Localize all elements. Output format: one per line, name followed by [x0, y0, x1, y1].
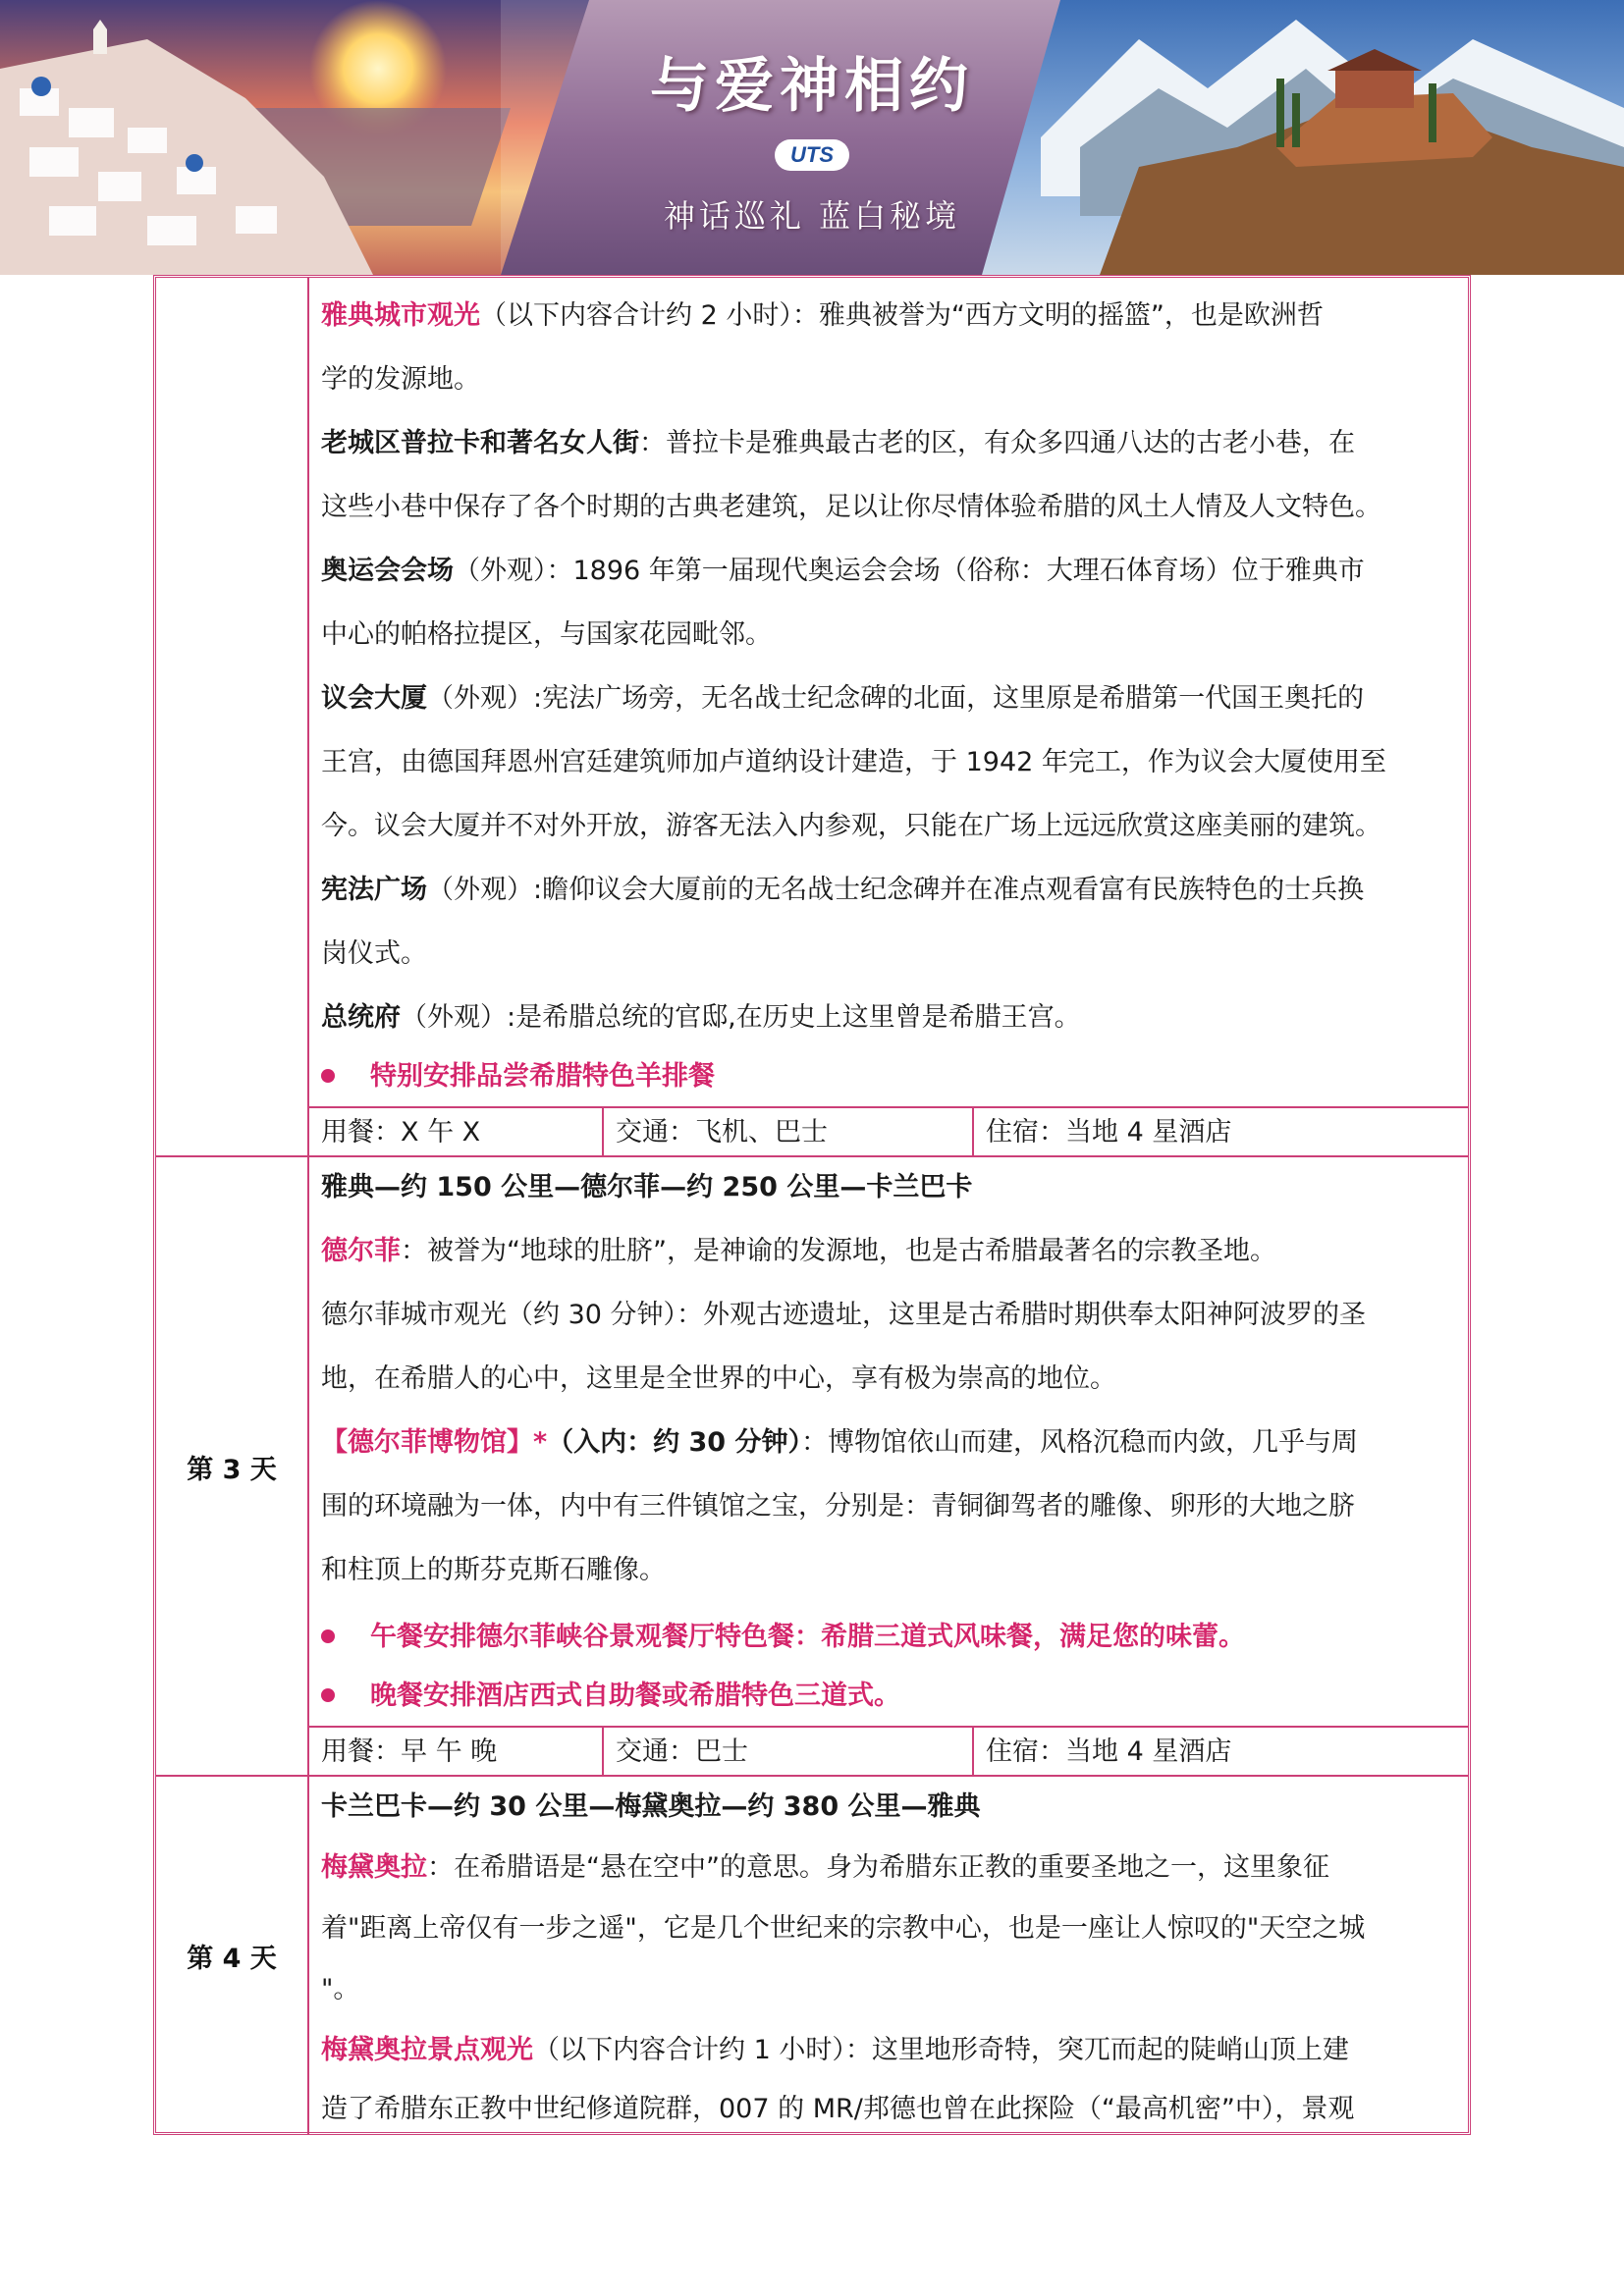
paragraph-meteora — [321, 1851, 1460, 1885]
paragraph-text: 和柱顶上的斯芬克斯石雕像。 — [321, 1555, 666, 1585]
paragraph-text: （外观）:宪法广场旁，无名战士纪念碑的北面，这里原是希腊第一代国王奥托的 — [427, 683, 1365, 714]
paragraph-olympic-stadium — [321, 555, 1460, 588]
section-title: 德尔菲 — [321, 1236, 401, 1266]
header-banner — [0, 0, 1624, 275]
paragraph-text: 地，在希腊人的心中，这里是全世界的中心，享有极为崇高的地位。 — [321, 1363, 1116, 1394]
paragraph-parliament — [321, 682, 1460, 716]
section-title: 总统府 — [321, 1002, 401, 1033]
transport-info: 交通：巴士 — [616, 1736, 748, 1767]
section-title: 雅典城市观光 — [321, 300, 480, 331]
paragraph-text: （外观）:瞻仰议会大厦前的无名战士纪念碑并在准点观看富有民族特色的士兵换 — [427, 875, 1365, 905]
day-row-day3 — [156, 1155, 1468, 1777]
day-info-footer — [309, 1726, 1468, 1777]
transport-info: 交通：飞机、巴士 — [616, 1117, 828, 1148]
highlight-item — [321, 1680, 1460, 1713]
hotel-info: 住宿：当地 4 星酒店 — [986, 1117, 1232, 1148]
paragraph-text: ：博物馆依山而建，风格沉稳而内敛，几乎与周 — [801, 1427, 1358, 1458]
hotel-info: 住宿：当地 4 星酒店 — [986, 1736, 1232, 1767]
paragraph-text: 围的环境融为一体，内中有三件镇馆之宝，分别是：青铜御驾者的雕像、卵形的大地之脐 — [321, 1491, 1355, 1522]
paragraph-text: 这些小巷中保存了各个时期的古典老建筑，足以让你尽情体验希腊的风土人情及人文特色。 — [321, 492, 1381, 522]
paragraph-plaka — [321, 427, 1460, 460]
paragraph-athens-city-tour — [321, 299, 1460, 333]
paragraph-text: （外观）:是希腊总统的官邸,在历史上这里曾是希腊王宫。 — [401, 1002, 1081, 1033]
paragraph-text: （以下内容合计约 2 小时）：雅典被誉为“西方文明的摇篮”，也是欧洲哲 — [480, 300, 1324, 331]
paragraph-text: 学的发源地。 — [321, 364, 480, 395]
section-title: 奥运会会场 — [321, 556, 454, 586]
day-label: 第 4 天 — [156, 1777, 309, 2134]
highlight-text: 特别安排品尝希腊特色羊排餐 — [370, 1061, 715, 1092]
itinerary-table — [153, 275, 1471, 2135]
paragraph-text: （外观）：1896 年第一届现代奥运会会场（俗称：大理石体育场）位于雅典市 — [454, 556, 1365, 586]
section-title: 【德尔菲博物馆】* — [321, 1427, 548, 1458]
day-row-day4 — [156, 1775, 1468, 2134]
paragraph-delphi-museum — [321, 1426, 1460, 1460]
bullet-icon — [321, 1069, 335, 1083]
highlight-text: 晚餐安排酒店西式自助餐或希腊特色三道式。 — [370, 1681, 900, 1711]
paragraph-text: 中心的帕格拉提区，与国家花园毗邻。 — [321, 619, 772, 650]
section-title: 梅黛奥拉 — [321, 1852, 427, 1883]
paragraph-text: ：在希腊语是“悬在空中”的意思。身为希腊东正教的重要圣地之一，这里象征 — [427, 1852, 1329, 1883]
paragraph-meteora-tour — [321, 2034, 1460, 2067]
day-label — [156, 278, 309, 1155]
route-line: 卡兰巴卡—约 30 公里—梅黛奥拉—约 380 公里—雅典 — [321, 1791, 981, 1822]
paragraph-text: 今。议会大厦并不对外开放，游客无法入内参观，只能在广场上远远欣赏这座美丽的建筑。 — [321, 811, 1381, 841]
paragraph-delphi — [321, 1235, 1460, 1268]
paragraph-text: 岗仪式。 — [321, 938, 427, 969]
paragraph-syntagma — [321, 874, 1460, 907]
paragraph-text: ：普拉卡是雅典最古老的区，有众多四通八达的古老小巷，在 — [639, 428, 1355, 458]
paragraph-presidential-mansion — [321, 1001, 1460, 1035]
paragraph-text: 王宫，由德国拜恩州宫廷建筑师加卢道纳设计建造，于 1942 年完工，作为议会大厦使用至 — [321, 747, 1386, 777]
section-title: 老城区普拉卡和著名女人街 — [321, 428, 639, 458]
section-title: 梅黛奥拉景点观光 — [321, 2035, 533, 2065]
paragraph-text: （以下内容合计约 1 小时）：这里地形奇特，突兀而起的陡峭山顶上建 — [533, 2035, 1349, 2065]
paragraph-text: 着"距离上帝仅有一步之遥"，它是几个世纪来的宗教中心，也是一座让人惊叹的"天空之城 — [321, 1913, 1366, 1944]
day-info-footer — [309, 1106, 1468, 1157]
day-row-day2 — [156, 278, 1468, 1155]
banner-title: 与爱神相约 — [650, 52, 974, 121]
route-line: 雅典—约 150 公里—德尔菲—约 250 公里—卡兰巴卡 — [321, 1172, 973, 1202]
meals-info: 用餐：早 午 晚 — [321, 1736, 498, 1767]
highlight-text: 午餐安排德尔菲峡谷景观餐厅特色餐：希腊三道式风味餐，满足您的味蕾。 — [370, 1622, 1245, 1652]
meals-info: 用餐：X 午 X — [321, 1117, 481, 1148]
section-title: 议会大厦 — [321, 683, 427, 714]
day-label: 第 3 天 — [156, 1157, 309, 1777]
banner-subtitle: 神话巡礼 蓝白秘境 — [663, 197, 961, 235]
paragraph-text: ：被誉为“地球的肚脐”，是神谕的发源地，也是古希腊最著名的宗教圣地。 — [401, 1236, 1276, 1266]
duration-note: （入内：约 30 分钟） — [547, 1427, 801, 1458]
section-title: 宪法广场 — [321, 875, 427, 905]
bullet-icon — [321, 1629, 335, 1643]
highlight-item — [321, 1621, 1460, 1654]
paragraph-text: 德尔菲城市观光（约 30 分钟）：外观古迹遗址，这里是古希腊时期供奉太阳神阿波罗的圣 — [321, 1300, 1367, 1330]
paragraph-text: "。 — [321, 1974, 360, 2004]
paragraph-text: 造了希腊东正教中世纪修道院群，007 的 MR/邦德也曾在此探险（“最高机密”中），景观 — [321, 2094, 1355, 2124]
uts-logo: UTS — [775, 139, 849, 171]
highlight-item — [321, 1060, 1460, 1094]
bullet-icon — [321, 1688, 335, 1702]
